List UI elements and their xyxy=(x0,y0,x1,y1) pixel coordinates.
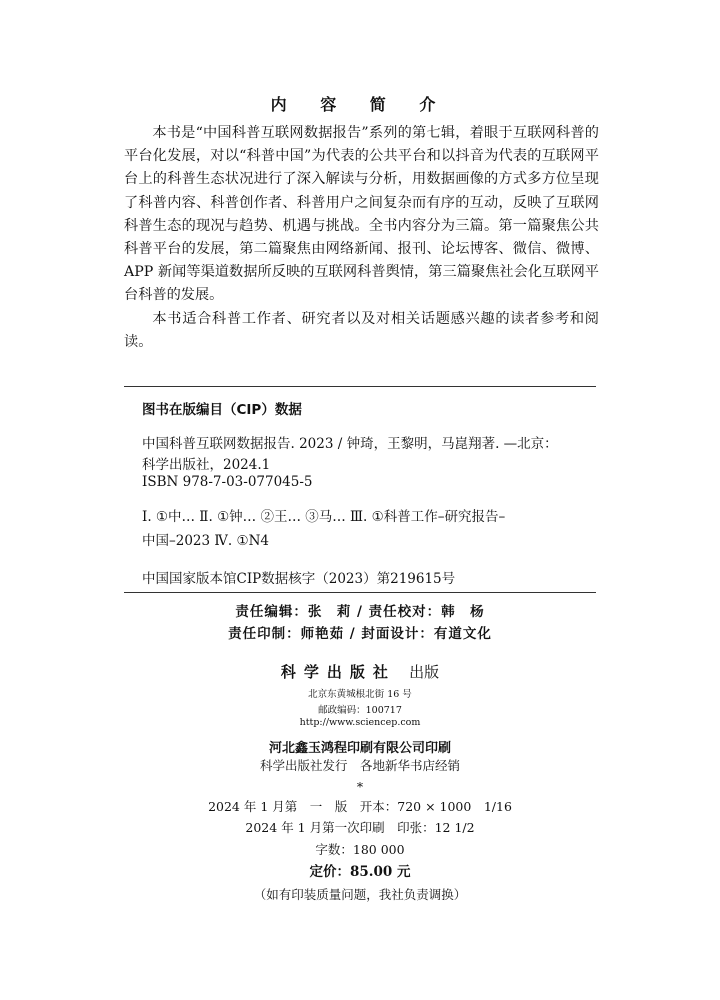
printer-line: 河北鑫玉鸿程印刷有限公司印刷 xyxy=(268,741,451,756)
cip-line: Ⅰ. ①中… Ⅱ. ①钟… ②王… ③马… Ⅲ. ①科普工作–研究报告– xyxy=(142,509,506,525)
publisher-postcode: 邮政编码：100717 xyxy=(318,705,402,716)
intro-paragraph: 本书是“中国科普互联网数据报告”系列的第七辑，着眼于互联网科普的平台化发展，对以“科普中国”为代表的公共平台和以抖音为代表的互联网平台上的科普生态状况进行了深入解读与分析，用数据画像的方式多方位呈现了科普内容、科普创作者、科普用户之间复杂而有序的互动，反映了互联网科普生态的现况与趋势、机遇与挑战。全书内容分为三篇。第一篇聚焦公共科普平台的发展，第二篇聚焦由网络新闻、报刊、论坛博客、微信、微博、APP 新闻等渠道数据所反映的互联网科普舆情，第三篇聚焦社会化互联网平台科普的发展。 xyxy=(124,125,599,304)
price: 定价：85.00 元 xyxy=(309,864,411,880)
cip-heading: 图书在版编目（CIP）数据 xyxy=(142,402,302,418)
publisher-name xyxy=(0,661,720,682)
distribution-line: 科学出版社发行 各地新华书店经销 xyxy=(259,758,460,773)
divider xyxy=(124,386,596,387)
intro-text xyxy=(124,122,599,354)
publisher-url: http://www.sciencep.com xyxy=(299,717,421,728)
intro-title: 内 容 简 介 xyxy=(270,95,450,114)
publisher-suffix: 出版 xyxy=(409,663,440,681)
cip-isbn: ISBN 978-7-03-077045-5 xyxy=(142,474,313,490)
cip-line: 中国科普互联网数据报告. 2023 / 钟琦，王黎明，马崑翔著. —北京： xyxy=(142,436,558,452)
credits-line: 责任印制：师艳茹 / 封面设计：有道文化 xyxy=(228,626,492,642)
cip-line: 科学出版社，2024.1 xyxy=(142,457,271,473)
impression-line: 2024 年 1 月第一次印刷 印张：12 1/2 xyxy=(245,820,475,835)
divider xyxy=(124,592,596,593)
star-separator: * xyxy=(356,779,364,794)
cip-record-number: 中国国家版本馆CIP数据核字（2023）第219615号 xyxy=(142,571,456,587)
word-count: 字数：180 000 xyxy=(315,842,405,857)
cip-line: 中国–2023 Ⅳ. ①N4 xyxy=(142,533,269,549)
publisher-address: 北京东黄城根北街 16 号 xyxy=(308,689,412,700)
edition-line: 2024 年 1 月第 一 版 开本：720 × 1000 1/16 xyxy=(208,799,512,814)
intro-paragraph: 本书适合科普工作者、研究者以及对相关话题感兴趣的读者参考和阅读。 xyxy=(124,310,599,350)
publisher-name-text: 科学出版社 xyxy=(280,663,396,681)
credits-line: 责任编辑：张 莉 / 责任校对：韩 杨 xyxy=(235,604,485,620)
quality-note: （如有印装质量问题，我社负责调换） xyxy=(253,887,467,902)
